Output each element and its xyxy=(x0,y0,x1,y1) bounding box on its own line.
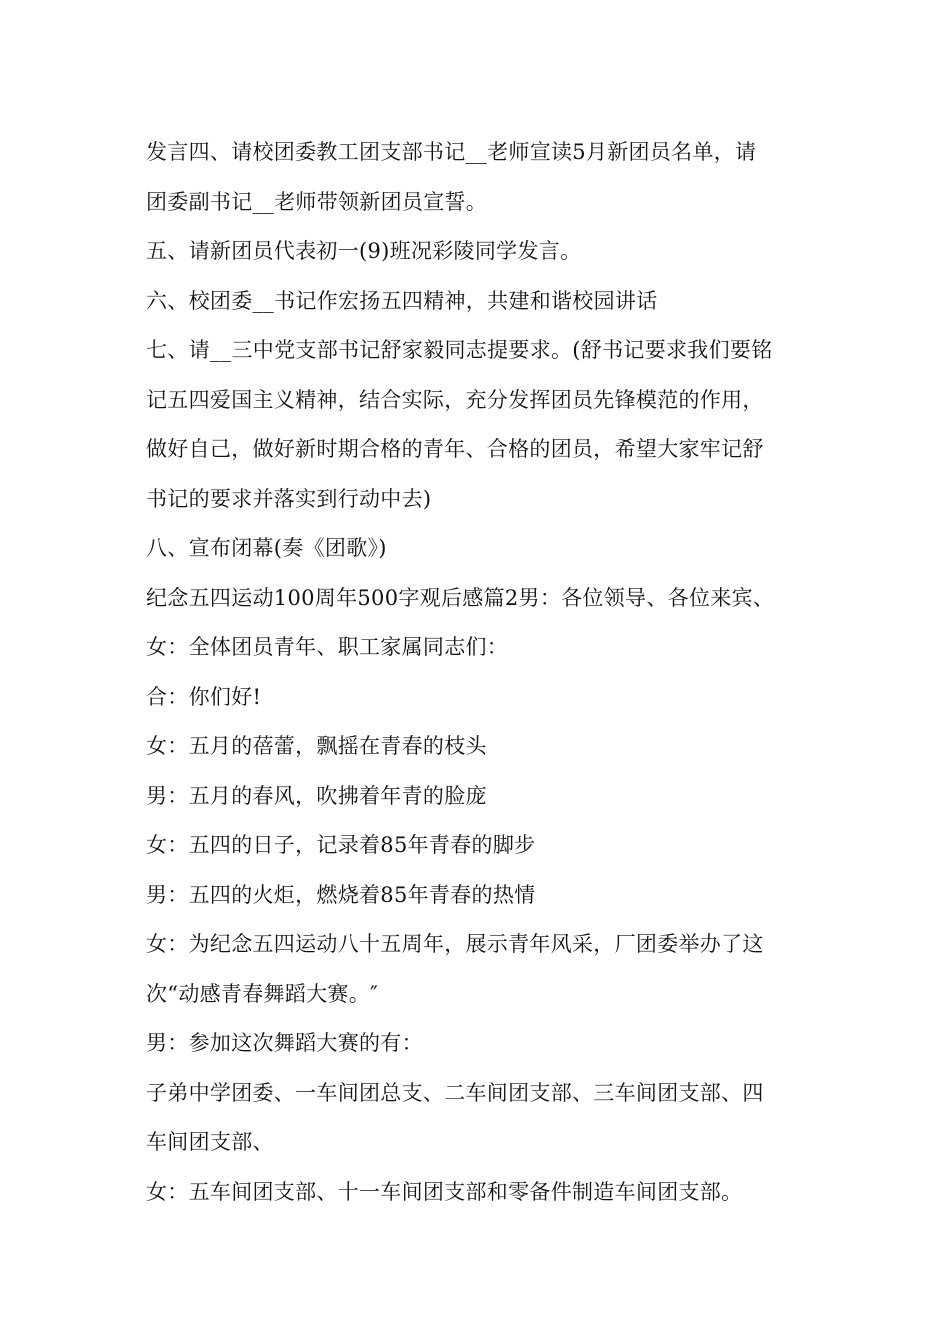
text-line: 团委副书记__老师带领新团员宣誓。 xyxy=(146,189,488,214)
text-line: 书记的要求并落实到行动中去) xyxy=(146,486,432,511)
text-line: 记五四爱国主义精神，结合实际，充分发挥团员先锋模范的作用， xyxy=(146,387,764,412)
text-line: 女：五月的蓓蕾，飘摇在青春的枝头 xyxy=(146,734,487,758)
text-line: 七、请__三中党支部书记舒家毅同志提要求。(舒书记要求我们要铭 xyxy=(146,338,773,362)
text-line: 车间团支部、 xyxy=(146,1130,274,1154)
text-line: 子弟中学团委、一车间团总支、二车间团支部、三车间团支部、四 xyxy=(146,1080,764,1105)
text-line: 女：为纪念五四运动八十五周年，展示青年风采，厂团委举办了这 xyxy=(146,932,764,956)
text-line: 女：全体团员青年、职工家属同志们： xyxy=(146,635,509,659)
text-line: 男：五四的火炬，燃烧着85年青春的热情 xyxy=(146,882,536,907)
text-line: 八、宣布闭幕(奏《团歌》) xyxy=(146,536,387,560)
text-line: 发言四、请校团委教工团支部书记__老师宣读5月新团员名单，请 xyxy=(146,140,757,164)
text-line: 男：参加这次舞蹈大赛的有： xyxy=(146,1031,423,1055)
text-line: 次“动感青春舞蹈大赛。″ xyxy=(146,981,379,1006)
text-line: 六、校团委__书记作宏扬五四精神，共建和谐校园讲话 xyxy=(146,288,658,313)
text-line: 男：五月的春风，吹拂着年青的脸庞 xyxy=(146,783,487,808)
text-line: 女：五车间团支部、十一车间团支部和零备件制造车间团支部。 xyxy=(146,1179,743,1204)
document-body xyxy=(146,128,810,1217)
text-line: 合：你们好! xyxy=(146,684,262,709)
text-line: 五、请新团员代表初一(9)班况彩陵同学发言。 xyxy=(146,239,582,263)
text-line: 纪念五四运动100周年500字观后感篇2男：各位领导、各位来宾、 xyxy=(146,585,775,610)
text-line: 做好自己，做好新时期合格的青年、合格的团员，希望大家牢记舒 xyxy=(146,437,764,461)
text-line: 女：五四的日子，记录着85年青春的脚步 xyxy=(146,833,536,857)
